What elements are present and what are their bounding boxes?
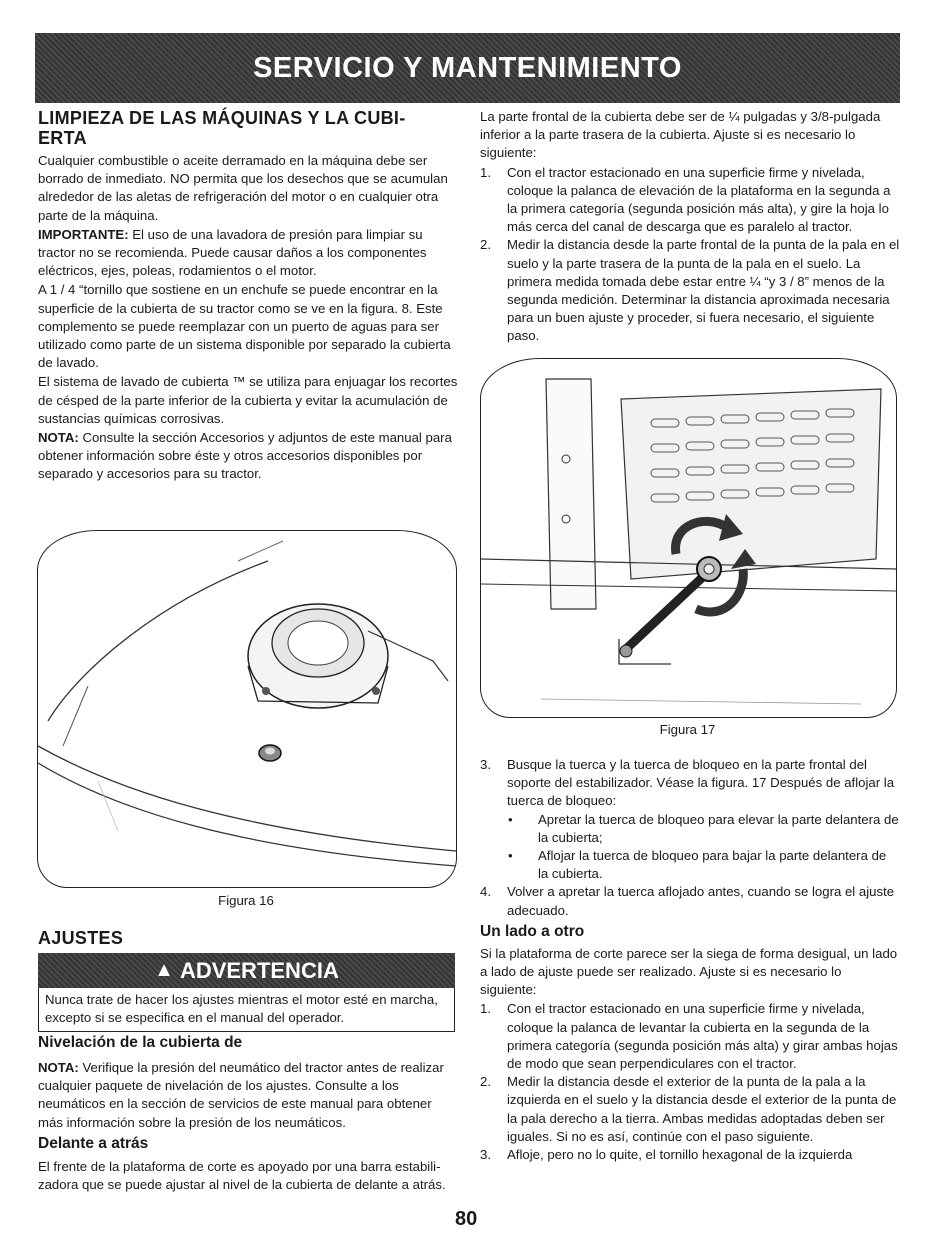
bullets-nut-adjust bbox=[480, 811, 900, 884]
right-column-bottom bbox=[480, 756, 900, 1164]
note-label: NOTA: bbox=[38, 430, 79, 446]
warning-title: ADVERTENCIA bbox=[179, 957, 339, 983]
paragraph-plug: A 1 / 4 “tornillo que sostiene en un enchufe se puede encontrar en la superficie de la cubierta de su tractor como se ve en la figura. 8. Este complemento se puede reemplazar con un puerto de aguas para ser utilizado como parte de un sistema disponible por separado la cubierta de lavado. bbox=[38, 282, 451, 371]
paragraph-spill: Cualquier combustible o aceite derramado en la máquina debe ser borrado de inmediato. NO permita que los desechos que se acumulan alrededor de las aletas de refrigeración del motor o en cualquier otra parte de la máquina. bbox=[38, 153, 448, 223]
paragraph-wash-system: El sistema de lavado de cubierta ™ se utiliza para enjuagar los recortes de césped de la parte inferior de la cubierta y evitar la acumulación de sustancias químicas corrosivas. bbox=[38, 374, 458, 426]
right-column bbox=[480, 108, 900, 346]
list-item: • Aflojar la tuerca de bloqueo para bajar la parte delantera de la cubierta. bbox=[508, 848, 887, 882]
list-item: • Apretar la tuerca de bloqueo para elevar la parte delantera de la cubierta; bbox=[508, 811, 899, 845]
steps-side-to-side bbox=[480, 1000, 900, 1164]
subheading-front-to-back: Delante a atrás bbox=[38, 1134, 149, 1152]
steps-front-to-back bbox=[480, 164, 900, 346]
steps-locate-nut bbox=[480, 756, 900, 811]
page-number: 80 bbox=[455, 1208, 478, 1230]
steps-retighten bbox=[480, 883, 900, 919]
paragraph-important bbox=[38, 226, 458, 281]
list-item: 1. Con el tractor estacionado en una superficie firme y nivelada, coloque la palanca de levantar la cubierta en la segunda de la primera categoría (segunda posición más alta) y girar ambas hojas de modo que sean perpendiculares con el tractor. bbox=[480, 1001, 898, 1072]
figure-17 bbox=[480, 358, 897, 718]
subheading-side-to-side: Un lado a otro bbox=[480, 922, 585, 940]
list-item: 3. Busque la tuerca y la tuerca de bloqueo en la parte frontal del soporte del estabilizador. Véase la figura. 17 Después de aflojar la tuerca de bloqueo: bbox=[480, 757, 895, 809]
note2-text: Verifique la presión del neumático del tractor antes de realizar cualquier paquete de nivelación de los ajustes. Consulte a los neumáticos en la sección de servicios de este manual para obtener más información sobre la presión de los neumáticos. bbox=[38, 1060, 444, 1130]
list-item: 1. Con el tractor estacionado en una superficie firme y nivelada, coloque la palanca de elevación de la plataforma en la segunda a la primera categoría (segunda posición más alta), y gire la hoja lo más cerca del canal de descarga que es paralelo al tractor. bbox=[480, 164, 891, 235]
paragraph-uneven-cut: Si la plataforma de corte parece ser la siega de forma desigual, un lado a lado de ajuste puede ser realizado. Ajuste si es necesario lo siguiente: bbox=[480, 945, 898, 998]
paragraph-front-lower: La parte frontal de la cubierta debe ser de ¼ pulgadas y 3/8-pulgada inferior a la parte trasera de la cubierta. Ajuste si es necesario lo siguiente: bbox=[480, 109, 881, 161]
paragraph-note2 bbox=[38, 1059, 458, 1132]
left-column-bottom bbox=[38, 1033, 458, 1195]
heading-cleaning: LIMPIEZA DE LAS MÁQUINAS Y LA CUBI- ERTA bbox=[38, 108, 406, 148]
figure-17-caption: Figura 17 bbox=[659, 722, 716, 737]
warning-box bbox=[38, 953, 455, 1032]
list-item: 3. Afloje, pero no lo quite, el tornillo hexagonal de la izquierda bbox=[480, 1147, 853, 1163]
subheading-deck-leveling: Nivelación de la cubierta de bbox=[38, 1034, 243, 1051]
important-text: El uso de una lavadora de presión para limpiar su tractor no se recomienda. Puede causar daños a los componentes eléctricos, ejes, poleas, rodamientos o el motor. bbox=[38, 226, 427, 279]
paragraph-note bbox=[38, 429, 458, 484]
stabilizer-illustration bbox=[481, 359, 896, 717]
figure-16-caption: Figura 16 bbox=[218, 893, 274, 908]
left-column bbox=[38, 108, 458, 485]
section-banner bbox=[35, 33, 900, 103]
figure-16 bbox=[37, 530, 457, 888]
list-item: 2. Medir la distancia desde el exterior de la punta de la pala a la izquierda en el suelo y la distancia desde el exterior de la punta de la pala derecho a la tierra. Ambas medidas adoptadas deben ser iguales. Si no es así, continúe con el paso siguiente. bbox=[480, 1074, 897, 1144]
warning-header bbox=[38, 953, 455, 988]
list-item: 4. Volver a apretar la tuerca aflojado antes, cuando se logra el ajuste adecuado. bbox=[480, 884, 895, 918]
warning-triangle-icon: ▲ bbox=[154, 959, 174, 981]
important-label: IMPORTANTE: bbox=[38, 226, 129, 242]
heading-adjustments: AJUSTES bbox=[38, 928, 124, 948]
section-title: SERVICIO Y MANTENIMIENTO bbox=[253, 51, 682, 84]
note2-label: NOTA: bbox=[38, 1060, 79, 1075]
paragraph-stabilizer: El frente de la plataforma de corte es apoyado por una barra estabili- zadora que se puede ajustar al nivel de la cubierta de delante a atrás. bbox=[38, 1158, 446, 1193]
list-item: 2. Medir la distancia desde la parte frontal de la punta de la pala en el suelo y la parte trasera de la punta de la pala en el suelo. La primera medida tomada debe estar entre ¼ “y 3 / 8” menos de la segunda medición. Determinar la distancia aproximada necesaria para un buen ajuste y proceder, si fuera necesario, el siguiente paso. bbox=[480, 237, 900, 344]
deck-illustration bbox=[38, 531, 456, 887]
note-text: Consulte la sección Accesorios y adjuntos de este manual para obtener información sobre éste y otros accesorios disponibles por separado y accesorios para su tractor. bbox=[38, 430, 452, 482]
warning-text: Nunca trate de hacer los ajustes mientras el motor esté en marcha, excepto si se especifica en el manual del operador. bbox=[38, 988, 455, 1032]
